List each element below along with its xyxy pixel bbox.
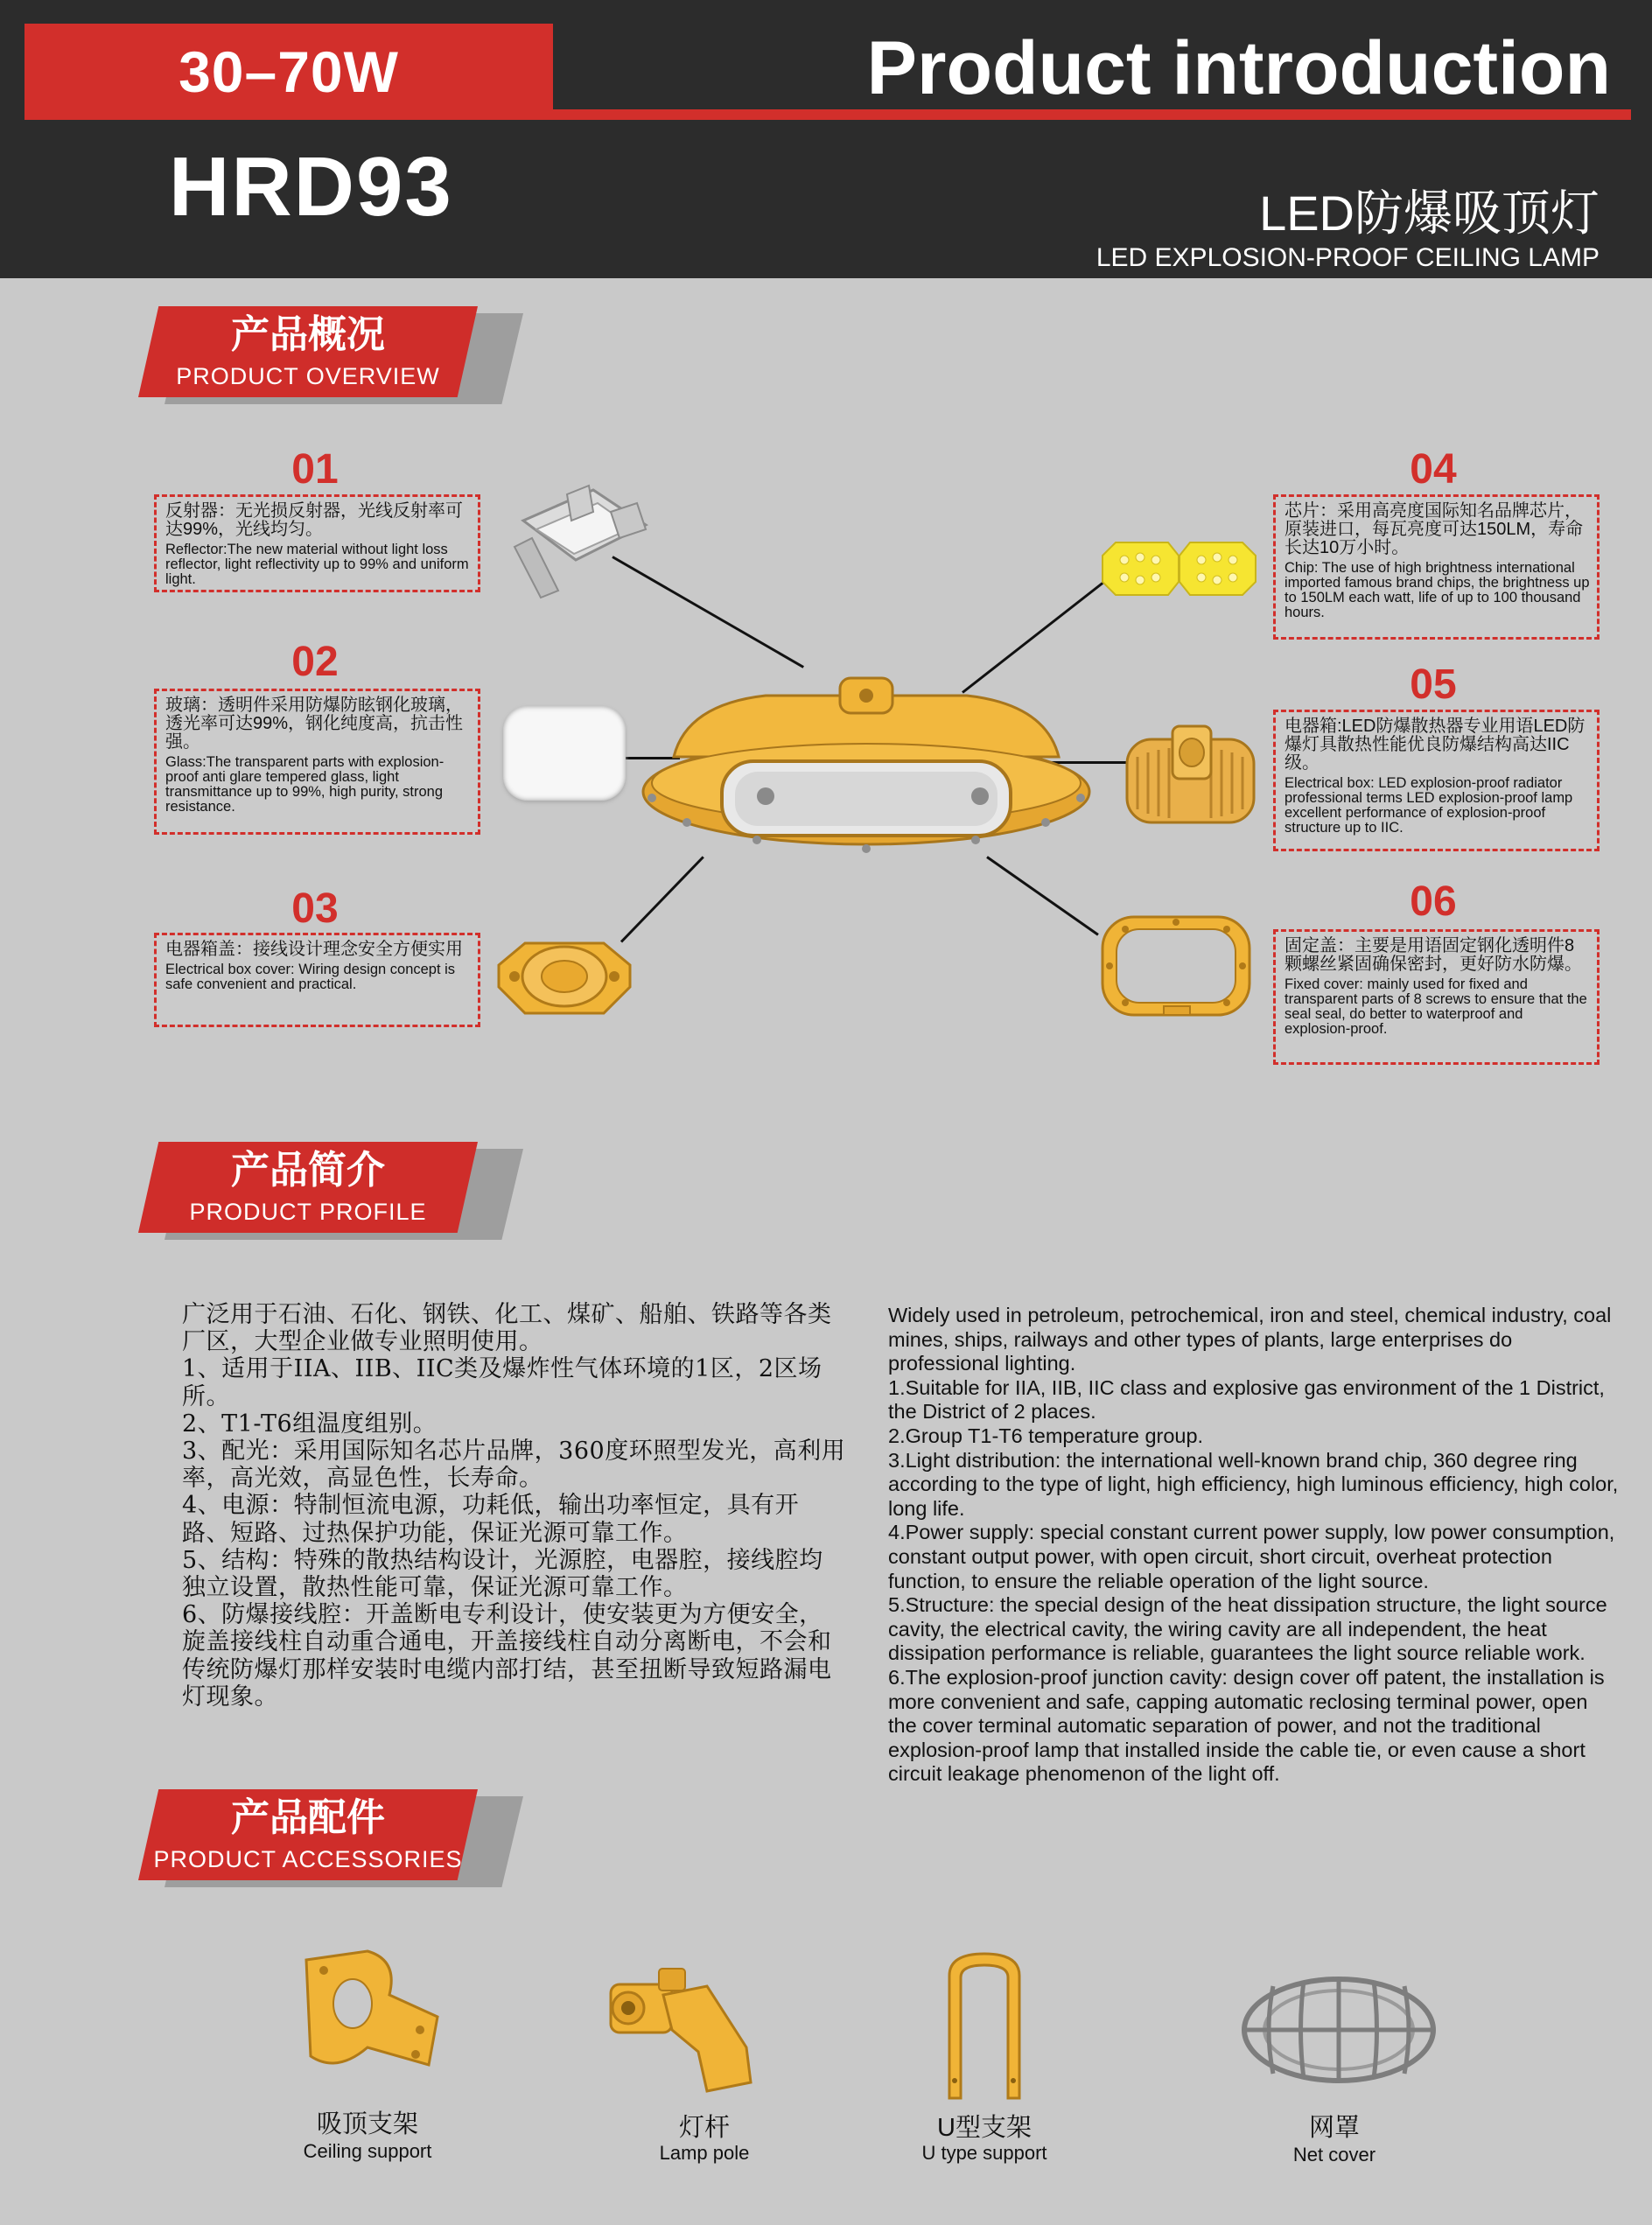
overview-heading-en: PRODUCT OVERVIEW <box>176 363 440 389</box>
net-cover-image <box>1238 1969 1439 2091</box>
component-number-05: 05 <box>1410 661 1457 708</box>
profile-heading-en: PRODUCT PROFILE <box>189 1199 427 1225</box>
overview-heading <box>138 306 523 404</box>
main-lamp-image <box>634 674 1098 871</box>
accessories-heading-en: PRODUCT ACCESSORIES <box>153 1846 463 1872</box>
component-desc-en: Reflector:The new material without light loss reflector, light reflectivity up to 99% and uniform light. <box>165 542 469 587</box>
profile-cn-paragraph: 广泛用于石油、石化、钢铁、化工、煤矿、船舶、铁路等各类厂区，大型企业做专业照明使用。 <box>182 1301 832 1356</box>
component-desc-en: Fixed cover: mainly used for fixed and transparent parts of 8 screws to ensure that the seal seal, do better to waterproof and explosion-proof. <box>1284 976 1587 1037</box>
profile-en-paragraph: 1.Suitable for IIA, IIB, IIC class and explosive gas environment of the 1 District, the District of 2 places. <box>888 1375 1605 1424</box>
component-desc-cn: 芯片：采用高亮度国际知名品牌芯片，原装进口，每瓦亮度可达150LM，寿命长达10万小时。 <box>1284 501 1584 557</box>
profile-en-paragraph: 2.Group T1-T6 temperature group. <box>888 1424 1204 1447</box>
profile-cn-paragraph: 2、T1-T6组温度组别。 <box>182 1410 438 1438</box>
electrical-box-image <box>1120 722 1260 831</box>
component-box-electrical-box <box>1273 710 1600 851</box>
profile-en-paragraph: 4.Power supply: special constant current power supply, low power consumption, constant output power, with open circuit, short circuit, overheat protection function, to ensure the reliable operation of the light source. <box>888 1521 1615 1592</box>
component-box-fixed-cover <box>1273 929 1600 1065</box>
component-desc-cn: 固定盖：主要是用语固定钢化透明件8颗螺丝紧固确保密封，更好防水防爆。 <box>1284 936 1582 974</box>
component-box-chip <box>1273 494 1600 640</box>
profile-cn-paragraph: 1、适用于IIA、IIB、IIC类及爆炸性气体环境的1区，2区场所。 <box>182 1355 822 1410</box>
overview-heading-cn: 产品概况 <box>231 313 385 356</box>
ceiling-support-image <box>284 1942 451 2087</box>
accessory-name-cn: 灯杆 <box>678 2114 730 2142</box>
accessory-name-en: Ceiling support <box>303 2140 432 2162</box>
profile-cn-paragraph: 4、电源：特制恒流电源，功耗低，输出功率恒定，具有开路、短路、过热保护功能，保证光源可靠工作。 <box>182 1492 800 1547</box>
component-number-04: 04 <box>1410 446 1457 493</box>
accessory-name-cn: U型支架 <box>937 2114 1032 2142</box>
profile-en-paragraph: 6.The explosion-proof junction cavity: design cover off patent, the installation is more convenient and safe, capping automatic reclosing terminal power, open the cover terminal automatic separation of power, and not the traditional explosion-proof lamp that installed inside the cable tie, or even cause a short circuit leakage phenomenon of the light off. <box>888 1665 1605 1786</box>
profile-heading-cn: 产品简介 <box>231 1149 385 1192</box>
power-range-badge: 30–70W <box>24 24 553 120</box>
accessory-name-cn: 吸顶支架 <box>316 2110 418 2138</box>
accessory-name-en: Lamp pole <box>659 2142 750 2164</box>
page-title: Product introduction <box>866 26 1611 110</box>
component-box-electrical-cover <box>154 933 480 1027</box>
accessories-heading <box>138 1789 523 1887</box>
component-desc-cn: 玻璃：透明件采用防爆防眩钢化玻璃，透光率可达99%，钢化纯度高，抗击性强。 <box>165 696 464 752</box>
accessory-name-en: U type support <box>921 2142 1047 2164</box>
component-number-06: 06 <box>1410 878 1457 925</box>
profile-en-paragraph: 5.Structure: the special design of the heat dissipation structure, the light source cavity, the electrical cavity, the wiring cavity are all independent, the heat dissipation performance is reliable, guarantees the light source reliable work. <box>888 1593 1607 1665</box>
component-desc-cn: 电器箱:LED防爆散热器专业用语LED防爆灯具散热性能优良防爆结构高达IIC级。 <box>1284 717 1586 773</box>
profile-en-paragraph: Widely used in petroleum, petrochemical, iron and steel, chemical industry, coal mines, ships, railways and other types of plants, large enterprises do professional lighting. <box>888 1304 1612 1375</box>
component-desc-en: Electrical box cover: Wiring design concept is safe convenient and practical. <box>165 962 456 992</box>
component-desc-en: Glass:The transparent parts with explosion-proof anti glare tempered glass, light transmittance up to 99%, high purity, strong resistance. <box>165 754 444 815</box>
model-number: HRD93 <box>169 140 453 234</box>
component-number-02: 02 <box>291 639 339 685</box>
product-name-en: LED EXPLOSION-PROOF CEILING LAMP <box>1096 243 1600 272</box>
component-desc-cn: 反射器：无光损反射器，光线反射率可达99%，光线均匀。 <box>165 501 463 539</box>
accessory-name-cn: 网罩 <box>1308 2114 1360 2142</box>
fixed-cover-image <box>1096 910 1257 1024</box>
component-box-reflector <box>154 494 480 592</box>
lamp-pole-image <box>602 1960 768 2100</box>
component-desc-cn: 电器箱盖：接线设计理念安全方便实用 <box>165 940 463 959</box>
accessories-heading-cn: 产品配件 <box>231 1796 385 1839</box>
electrical-cover-image <box>490 926 639 1022</box>
glass-image <box>503 706 626 801</box>
u-support-image <box>936 1949 1032 2103</box>
profile-cn-paragraph: 5、结构：特殊的散热结构设计，光源腔，电器腔，接线腔均独立设置，散热性能可靠，保证光源可靠工作。 <box>182 1546 823 1602</box>
component-number-03: 03 <box>291 885 339 932</box>
accessory-name-en: Net cover <box>1292 2144 1376 2166</box>
profile-en-paragraph: 3.Light distribution: the international well-known brand chip, 360 degree ring according to the type of light, high efficiency, high luminous efficiency, high color, long life. <box>888 1448 1619 1520</box>
component-desc-en: Chip: The use of high brightness international imported famous brand chips, the brightness up to 150LM each watt, life of up to 100 thousand hours. <box>1284 560 1590 620</box>
profile-text-en <box>888 1304 1620 1787</box>
chip-image <box>1098 538 1260 599</box>
profile-text-cn <box>182 1301 847 1711</box>
product-name-cn: LED防爆吸顶灯 <box>1259 185 1600 241</box>
profile-cn-paragraph: 3、配光：采用国际知名芯片品牌，360度环照型发光，高利用率，高光效，高显色性，长寿命。 <box>182 1438 846 1493</box>
component-desc-en: Electrical box: LED explosion-proof radiator professional terms LED explosion-proof lamp excellent performance of explosion-proof structure up to IIC. <box>1284 775 1573 836</box>
reflector-image <box>506 477 659 599</box>
profile-cn-paragraph: 6、防爆接线腔：开盖断电专利设计，使安装更为方便安全，旋盖接线柱自动重合通电，开盖接线柱自动分离断电，不会和传统防爆灯那样安装时电缆内部打结，甚至扭断导致短路漏电灯现象。 <box>182 1601 832 1711</box>
profile-heading <box>138 1142 523 1240</box>
component-number-01: 01 <box>291 446 339 493</box>
component-box-glass <box>154 689 480 835</box>
